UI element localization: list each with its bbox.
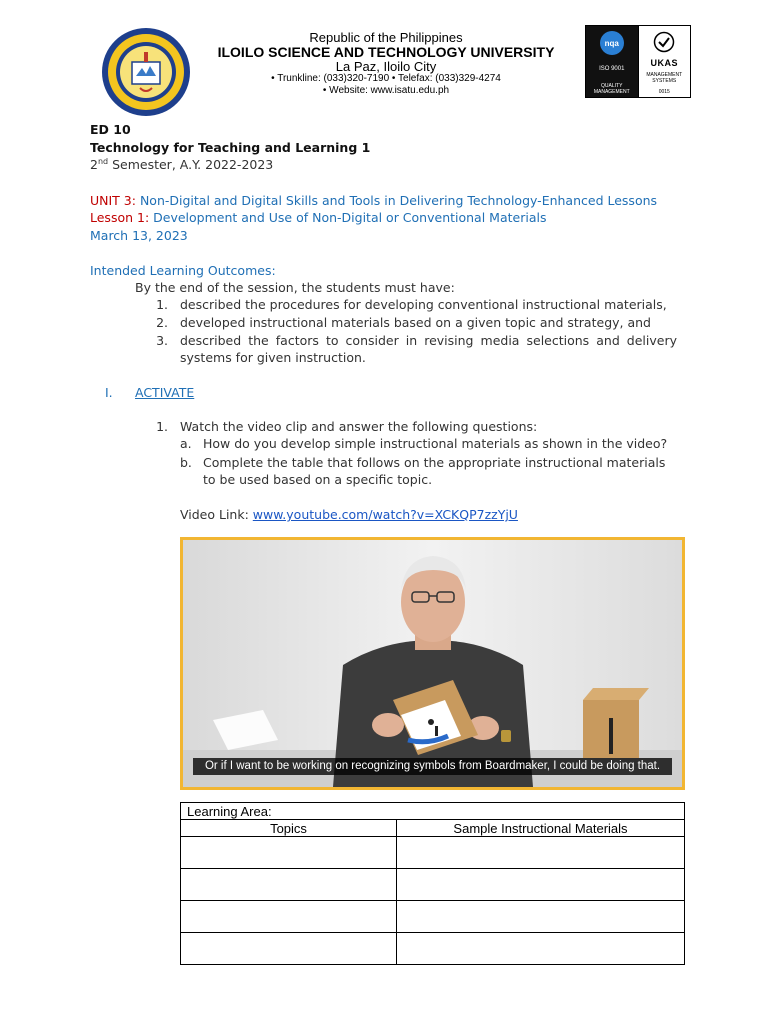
outcome-item: 2. developed instructional materials based on a given topic and strategy, and	[156, 315, 651, 330]
table-header-row	[181, 820, 685, 837]
table-row	[181, 837, 685, 869]
col-topics-header: Topics	[181, 820, 397, 837]
nqa-iso-badge	[586, 26, 638, 97]
header-republic: Republic of the Philippines	[309, 30, 463, 45]
table-row	[181, 901, 685, 933]
question-item: b. Complete the table that follows on the appropriate instructional materials to be used based on a specific topic.	[180, 455, 666, 487]
material-cell[interactable]	[397, 933, 685, 965]
outcome-item: 3. described the factors to consider in revising media selections and delivery systems for given instruction.	[156, 333, 677, 365]
outcomes-intro: By the end of the session, the students must have:	[135, 280, 455, 295]
unit-label: UNIT 3:	[90, 193, 136, 208]
header-trunkline: • Trunkline: (033)320-7190 • Telefax: (033)329-4274	[271, 73, 501, 84]
material-cell[interactable]	[397, 837, 685, 869]
table-row	[181, 869, 685, 901]
lesson-title: Development and Use of Non-Digital or Conventional Materials	[149, 210, 547, 225]
table-row	[181, 803, 685, 820]
ukas-code: 0015	[658, 88, 670, 95]
semester-line: 2nd Semester, A.Y. 2022-2023	[90, 157, 274, 173]
table-row	[181, 933, 685, 965]
unit-title: Non-Digital and Digital Skills and Tools in Delivering Technology-Enhanced Lessons	[135, 193, 658, 208]
header-university-name: ILOILO SCIENCE AND TECHNOLOGY UNIVERSITY	[217, 44, 555, 60]
topic-cell[interactable]	[181, 869, 397, 901]
ukas-sub-label: MANAGEMENT SYSTEMS	[646, 72, 683, 85]
crown-check-icon	[653, 31, 675, 53]
material-cell[interactable]	[397, 901, 685, 933]
quality-label: QUALITY MANAGEMENT	[593, 83, 630, 95]
learning-area-cell[interactable]: Learning Area:	[181, 803, 685, 820]
lesson-line	[90, 210, 546, 225]
ukas-badge	[638, 26, 691, 97]
header-website: • Website: www.isatu.edu.ph	[322, 85, 450, 96]
outcomes-heading: Intended Learning Outcomes:	[90, 263, 276, 278]
header-location: La Paz, Iloilo City	[335, 59, 437, 74]
video-link-label: Video Link:	[180, 507, 253, 522]
outcome-item: 1. described the procedures for developing conventional instructional materials,	[156, 297, 667, 312]
topic-cell[interactable]	[181, 901, 397, 933]
materials-table	[180, 802, 685, 965]
topic-cell[interactable]	[181, 933, 397, 965]
course-title: Technology for Teaching and Learning 1	[90, 140, 371, 155]
iso-label: ISO 9001	[599, 66, 625, 72]
video-caption: Or if I want to be working on recognizing symbols from Boardmaker, I could be doing that.	[193, 758, 672, 775]
video-link[interactable]: www.youtube.com/watch?v=XCKQP7zzYjU	[252, 507, 518, 522]
topic-cell[interactable]	[181, 837, 397, 869]
video-thumbnail[interactable]	[180, 537, 685, 790]
lesson-label: Lesson 1:	[90, 210, 150, 225]
question-item: a. How do you develop simple instructional materials as shown in the video?	[180, 436, 668, 451]
lesson-date: March 13, 2023	[90, 228, 188, 243]
unit-line	[90, 193, 657, 208]
video-link-line	[180, 507, 518, 522]
activate-heading: ACTIVATE	[135, 385, 195, 400]
activate-step: 1. Watch the video clip and answer the following questions:	[156, 419, 538, 434]
section-numeral: I.	[105, 385, 113, 400]
presenter-illustration	[183, 540, 682, 787]
col-materials-header: Sample Instructional Materials	[397, 820, 685, 837]
nqa-logo-icon: nqa	[600, 31, 624, 55]
certification-badges	[585, 25, 691, 98]
course-code: ED 10	[90, 122, 131, 137]
material-cell[interactable]	[397, 869, 685, 901]
university-seal-logo	[100, 26, 192, 118]
ukas-label: UKAS	[650, 57, 678, 68]
